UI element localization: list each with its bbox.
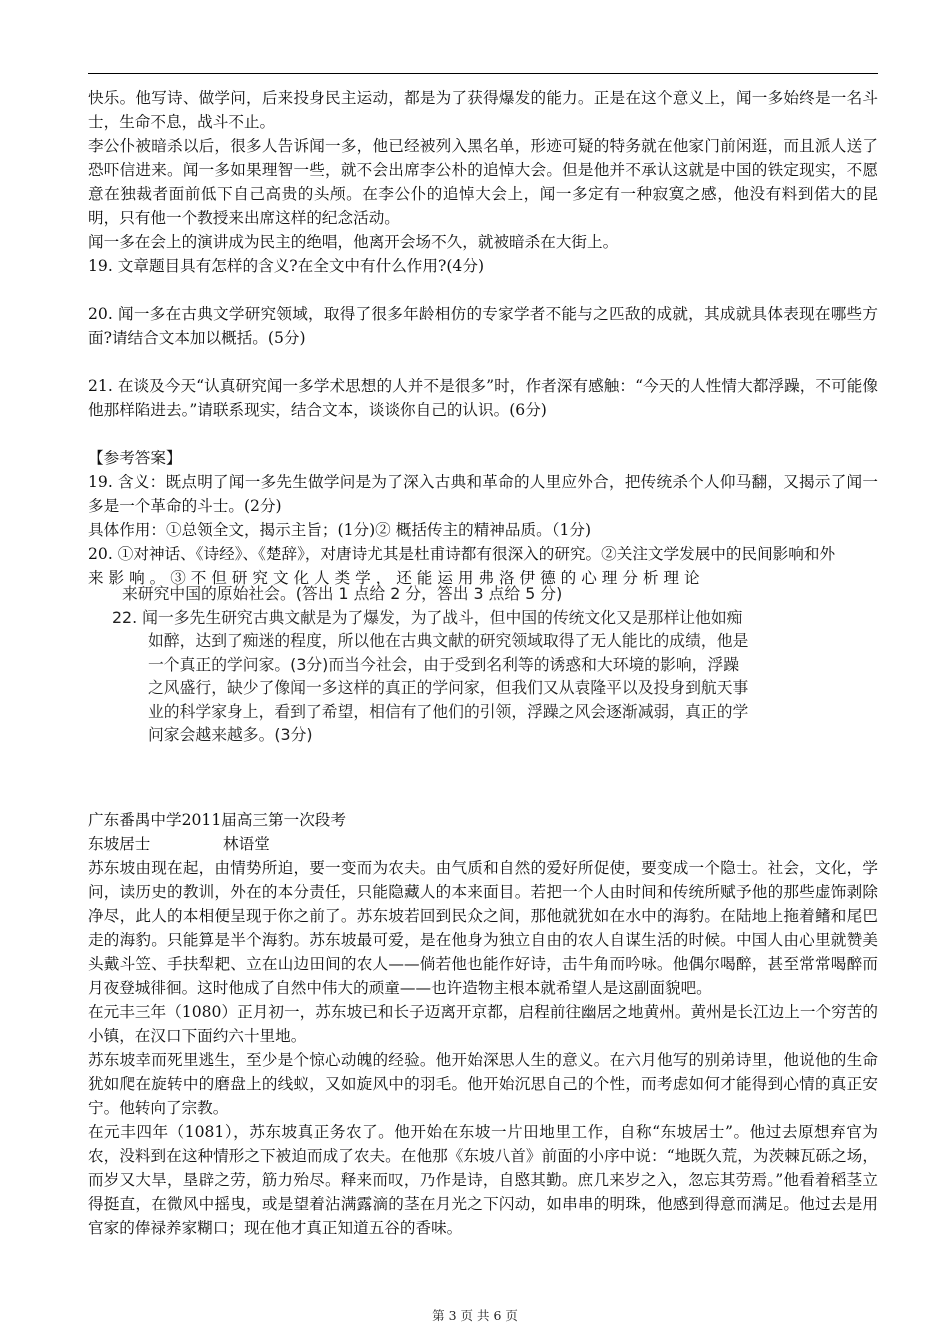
article-paragraph-1: 苏东坡由现在起，由情势所迫，要一变而为农夫。由气质和自然的爱好所促使，要变成一个隐士。社会，文化，学问，读历史的教训，外在的本分责任，只能隐藏人的本来面目。若把一个人由时间和传统所赋予他的那些虚饰剥除净尽，此人的本相便呈现于你之前了。苏东坡若回到民众之间，那他就犹如在水中的海豹。在陆地上拖着鳍和尾巴走的海豹。只能算是半个海豹。苏东坡最可爱，是在他身为独立自由的农人自谋生活的时候。中国人由心里就赞美头戴斗笠、手扶犁耙、立在山边田间的农人——倘若他也能作好诗，击牛角而吟咏。他偶尔喝醉，甚至常常喝醉而月夜登城徘徊。这时他成了自然中伟大的顽童——也许造物主根本就希望人是这副面貌吧。 (88, 859, 878, 997)
lower-text (88, 808, 878, 1240)
answer-header: 【参考答案】 (88, 449, 182, 467)
article-title-row (88, 832, 878, 856)
paragraph-1: 快乐。他写诗、做学问，后来投身民主运动，都是为了获得爆发的能力。正是在这个意义上，闻一多始终是一名斗士，生命不息，战斗不止。 (88, 89, 878, 131)
answer-22-line-4: 之风盛行，缺少了像闻一多这样的真正的学问家，但我们又从袁隆平以及投身到航天事 (148, 678, 749, 697)
answer-22-line-6: 问家会越来越多。(3分) (148, 725, 313, 744)
header-rule (88, 73, 878, 74)
article-paragraph-4: 在元丰四年（1081），苏东坡真正务农了。他开始在东坡一片田地里工作，自称“东坡居士”。他过去原想弃官为农，没料到在这种情形之下被迫而成了农夫。在他那《东坡八首》前面的小序中说：“地既久荒，为茨棘瓦砾之场，而岁又大旱，垦辟之劳，筋力殆尽。释来而叹，乃作是诗，自愍其勤。庶几来岁之入，忽忘其劳焉。”他看着稻茎立得挺直，在微风中摇曳，或是望着沾满露滴的茎在月光之下闪动，如串串的明珠，他感到得意而满足。他过去是用官家的俸禄养家糊口；现在他才真正知道五谷的香味。 (88, 1123, 878, 1237)
source-line: 广东番禺中学2011届高三第一次段考 (88, 811, 346, 829)
answer-20-line-2: 来 影 响 。 ③ 不 但 研 究 文 化 人 类 学 ， 还 能 运 用 弗 洛 伊 德 的 心 理 分 析 理 论 (88, 569, 700, 587)
article-paragraph-2: 在元丰三年（1080）正月初一，苏东坡已和长子迈离开京都，启程前往幽居之地黄州。黄州是长江边上一个穷苦的小镇，在汉口下面约六十里地。 (88, 1003, 878, 1045)
answer-22-line-3: 一个真正的学问家。(3分)而当今社会，由于受到名利等的诱惑和大环境的影响，浮躁 (148, 654, 740, 674)
article-paragraph-3: 苏东坡幸而死里逃生，至少是个惊心动魄的经验。他开始深思人生的意义。在六月他写的别弟诗里，他说他的生命犹如爬在旋转中的磨盘上的线蚁，又如旋风中的羽毛。他开始沉思自己的个性，而考虑如何才能得到心情的真正安宁。他转向了宗教。 (88, 1051, 878, 1117)
question-21: 21. 在谈及今天“认真研究闻一多学术思想的人并不是很多”时，作者深有感触：“今天的人性情大都浮躁，不可能像他那样陷进去。”请联系现实，结合文本，谈谈你自己的认识。(6分) (88, 377, 878, 419)
paragraph-2: 李公仆被暗杀以后，很多人告诉闻一多，他已经被列入黑名单，形迹可疑的特务就在他家门前闲逛，而且派人送了恐吓信进来。闻一多如果理智一些，就不会出席李公朴的追悼大会。但是他并不承认这就是中国的铁定现实，不愿意在独裁者面前低下自己高贵的头颅。在李公仆的追悼大会上，闻一多定有一种寂寞之感，他没有料到偌大的昆明，只有他一个教授来出席这样的纪念活动。 (88, 137, 878, 227)
answer-22-line-2: 如醉，达到了痴迷的程度，所以他在古典文献的研究领域取得了无人能比的成绩，他是 (148, 631, 749, 650)
article-title: 东坡居士 (88, 835, 151, 853)
answer-22-line-5: 业的科学家身上，看到了希望，相信有了他们的引领，浮躁之风会逐渐减弱，真正的学 (148, 701, 749, 721)
answer-20-line-3: 来研究中国的原始社会。(答出 1 点给 2 分，答出 3 点给 5 分) (122, 584, 563, 603)
question-19: 19. 文章题目具有怎样的含义?在全文中有什么作用?(4分) (88, 257, 485, 275)
answer-19-meaning: 19. 含义：既点明了闻一多先生做学问是为了深入古典和革命的人里应外合，把传统杀个人仰马翻，又揭示了闻一多是一个革命的斗士。(2分) (88, 473, 878, 515)
answer-20-line-1: 20. ①对神话、《诗经》、《楚辞》，对唐诗尤其是杜甫诗都有很深入的研究。②关注文学发展中的民间影响和外 (88, 545, 836, 563)
upper-text (88, 86, 878, 590)
paragraph-3: 闻一多在会上的演讲成为民主的绝唱，他离开会场不久，就被暗杀在大街上。 (88, 233, 619, 251)
question-20: 20. 闻一多在古典文学研究领域，取得了很多年龄相仿的专家学者不能与之匹敌的成就，其成就具体表现在哪些方面?请结合文本加以概括。(5分) (88, 305, 878, 347)
article-author: 林语堂 (223, 835, 270, 853)
page-footer: 第 3 页 共 6 页 (432, 1308, 518, 1323)
scanned-answer-block (112, 582, 892, 747)
answer-19-function: 具体作用：①总领全文，揭示主旨；(1分)② 概括传主的精神品质。（1分) (88, 521, 592, 539)
answer-22-line-1: 22. 闻一多先生研究古典文献是为了爆发，为了战斗，但中国的传统文化又是那样让他如痴 (112, 607, 743, 627)
